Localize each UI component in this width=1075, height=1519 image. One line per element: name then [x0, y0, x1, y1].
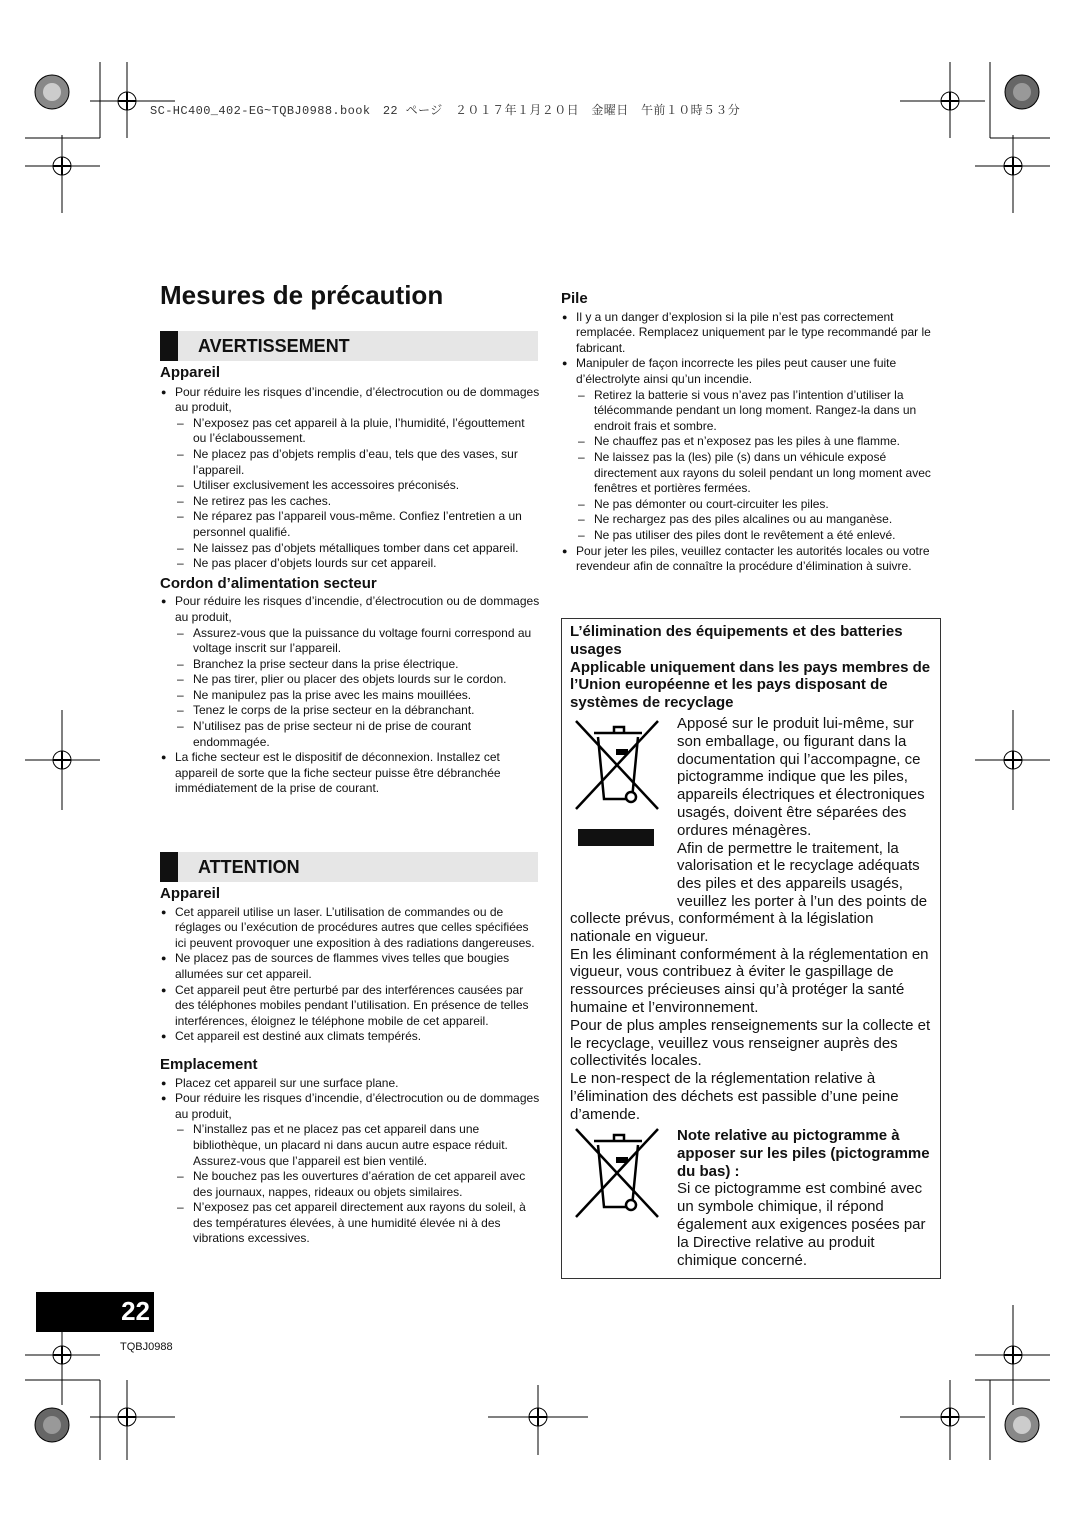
pile-heading: Pile — [561, 290, 588, 307]
emplacement-heading: Emplacement — [160, 1055, 258, 1073]
list-item: – Ne placez pas d’objets remplis d’eau, tels que des vases, sur l’appareil. — [175, 447, 540, 478]
warning-appareil-heading: Appareil — [160, 364, 221, 381]
attention-section — [160, 886, 540, 1247]
pile-section — [561, 291, 941, 575]
list-item: ● Cet appareil utilise un laser. L’utilisation de commandes ou de réglages ou l’exécution de procédures autres que celles spécifiées ici peuvent provoquer une exposition à des radiations dangereuses. — [160, 905, 540, 952]
page-number-tab — [36, 1292, 154, 1332]
battery-bar — [578, 829, 654, 846]
list-item: – Branchez la prise secteur dans la prise électrique. — [175, 657, 540, 673]
disposal-paragraph: collecte prévus, conformément à la législation nationale en vigueur. — [570, 910, 874, 945]
list-item: – Ne manipulez pas la prise avec les mains mouillées. — [175, 688, 540, 704]
list-item: – Ne pas démonter ou court-circuiter les piles. — [576, 497, 941, 513]
page-number: 22 — [121, 1296, 150, 1326]
list-item: ● Il y a un danger d’explosion si la pile n’est pas correctement remplacée. Remplacez uniquement par le type recommandé par le fabricant. — [561, 310, 941, 357]
list-item: ● La fiche secteur est le dispositif de déconnexion. Installez cet appareil de sorte que la fiche secteur puisse être débranchée immédiatement de la prise de courant. — [160, 750, 540, 797]
list-item: – Ne réparez pas l’appareil vous-même. Confiez l’entretien a un personnel qualifié. — [175, 509, 540, 540]
warning-section — [160, 365, 540, 797]
list-item: ● Manipuler de façon incorrecte les piles peut causer une fuite d’électrolyte ainsi qu’un incendie. – Retirez la batterie si vous n’avez pas l’intention d’utiliser la télécommande pendant un long moment. Rangez-la dans un endroit frais et sombre. – Ne chauffez pas et n’exposez pas les piles à une flamme. – Ne laissez pas la (les) pile (s) dans un véhicule exposé directement aux rayons du soleil pendant un long moment avec fenêtres et portières fermées. – Ne pas démonter ou court-circuiter les piles. – Ne rechargez pas des piles alcalines ou au manganèse. – Ne pas utiliser des piles dont le revêtement a été enlevé. — [561, 356, 941, 543]
page-title: Mesures de précaution — [160, 280, 444, 310]
list-item: – Ne chauffez pas et n’exposez pas les piles à une flamme. — [576, 434, 941, 450]
disposal-paragraph: Apposé sur le produit lui-même, sur son emballage, ou figurant dans la documentation qui l’accompagne, ce pictogramme indique que les piles, appareils électriques et électroniques usagés, doivent être séparées des ordures ménagères. — [677, 715, 925, 839]
attention-banner — [160, 852, 538, 882]
list-item: – Tenez le corps de la prise secteur en la débranchant. — [175, 703, 540, 719]
list-item: ● Pour réduire les risques d’incendie, d’électrocution ou de dommages au produit, – N’installez pas et ne placez pas cet appareil dans une bibliothèque, un placard ni dans aucun autre espace réduit. Assurez-vous que l’appareil est bien ventilé. – Ne bouchez pas les ouvertures d’aération de cet appareil avec des journaux, nappes, rideaux ou objets similaires. – N’exposez pas cet appareil directement aux rayons du soleil, à des températures élevées, à une humidité élevée ni à des vibrations excessives. — [160, 1091, 540, 1247]
list-item: – N’exposez pas cet appareil directement aux rayons du soleil, à des températures élevées, à une humidité élevée ni à des vibrations excessives. — [175, 1200, 540, 1247]
disposal-heading: L’élimination des équipements et des batteries usages — [570, 623, 903, 658]
cordon-heading: Cordon d’alimentation secteur — [160, 574, 377, 592]
doc-code: TQBJ0988 — [120, 1341, 173, 1353]
note-heading: Note relative au pictogramme à apposer sur les piles (pictogramme du bas) : — [677, 1127, 930, 1180]
list-item: – N’exposez pas cet appareil à la pluie, l’humidité, l’égouttement ou l’éclaboussement. — [175, 416, 540, 447]
attention-heading: ATTENTION — [198, 857, 300, 877]
list-item: ● Cet appareil est destiné aux climats tempérés. — [160, 1029, 540, 1045]
list-item: ● Pour réduire les risques d’incendie, d’électrocution ou de dommages au produit, – N’exposez pas cet appareil à la pluie, l’humidité, l’égouttement ou l’éclaboussement. – Ne placez pas d’objets remplis d’eau, tels que des vases, sur l’appareil. – Utiliser exclusivement les accessoires préconisés. – Ne retirez pas les caches. – Ne réparez pas l’appareil vous-même. Confiez l’entretien a un personnel qualifié. – Ne laissez pas d’objets métalliques tomber dans cet appareil. – Ne pas placer d’objets lourds sur cet appareil. — [160, 385, 540, 572]
list-item: – Assurez-vous que la puissance du voltage fourni correspond au voltage inscrit sur l’appareil. — [175, 626, 540, 657]
crossed-bin-icon — [572, 1125, 664, 1225]
print-header: SC-HC400_402-EG~TQBJ0988.book 22 ページ ２０１７年１月２０日 金曜日 午前１０時５３分 — [150, 104, 741, 118]
disposal-paragraph: En les éliminant conformément à la réglementation en vigueur, vous contribuez à éviter le gaspillage de ressources précieuses ainsi qu’à protéger la santé humaine et l’environnement. — [570, 945, 929, 1016]
list-item: ● Pour jeter les piles, veuillez contacter les autorités locales ou votre revendeur afin de connaître la procédure d’élimination à suivre. — [561, 544, 941, 575]
list-item: – Ne pas utiliser des piles dont le revêtement a été enlevé. — [576, 528, 941, 544]
warning-banner — [160, 331, 538, 361]
disposal-subheading: Applicable uniquement dans les pays membres de l’Union européenne et les pays disposant de systèmes de recyclage — [570, 658, 931, 712]
list-item: – Utiliser exclusivement les accessoires préconisés. — [175, 478, 540, 494]
disposal-paragraph: Le non-respect de la réglementation relative à l’élimination des déchets est passible d’une peine d’amende. — [570, 1070, 899, 1123]
list-item: – N’installez pas et ne placez pas cet appareil dans une bibliothèque, un placard ni dans aucun autre espace réduit. Assurez-vous que l’appareil est bien ventilé. — [175, 1122, 540, 1169]
list-item: – Ne bouchez pas les ouvertures d’aération de cet appareil avec des journaux, nappes, rideaux ou objets similaires. — [175, 1169, 540, 1200]
disposal-paragraph: Afin de permettre le traitement, la valorisation et le recyclage adéquats des piles et des appareils usagés, veuillez les porter à l’un des points de — [677, 839, 928, 910]
list-item: – Ne laissez pas d’objets métalliques tomber dans cet appareil. — [175, 541, 540, 557]
crossed-bin-icon — [572, 717, 664, 852]
list-item: – Retirez la batterie si vous n’avez pas l’intention d’utiliser la télécommande pendant un long moment. Rangez-la dans un endroit frais et sombre. — [576, 388, 941, 435]
disposal-box — [561, 618, 941, 1279]
list-item: – Ne retirez pas les caches. — [175, 494, 540, 510]
warning-heading: AVERTISSEMENT — [198, 336, 350, 356]
list-item: ● Pour réduire les risques d’incendie, d’électrocution ou de dommages au produit, – Assurez-vous que la puissance du voltage fourni correspond au voltage inscrit sur l’appareil. – Branchez la prise secteur dans la prise électrique. – Ne pas tirer, plier ou placer des objets lourds sur le cordon. – Ne manipulez pas la prise avec les mains mouillées. – Tenez le corps de la prise secteur en la débranchant. – N’utilisez pas de prise secteur ni de prise de courant endommagée. — [160, 594, 540, 750]
list-item: – Ne rechargez pas des piles alcalines ou au manganèse. — [576, 512, 941, 528]
attention-appareil-heading: Appareil — [160, 885, 221, 902]
note-text: Si ce pictogramme est combiné avec un symbole chimique, il répond également aux exigences posées par la Directive relative au produit chimique concerné. — [677, 1180, 926, 1269]
disposal-paragraph: Pour de plus amples renseignements sur la collecte et le recyclage, veuillez vous renseigner auprès des collectivités locales. — [570, 1016, 931, 1070]
list-item: – Ne pas placer d’objets lourds sur cet appareil. — [175, 556, 540, 572]
list-item: ● Placez cet appareil sur une surface plane. — [160, 1076, 540, 1092]
list-item: – Ne pas tirer, plier ou placer des objets lourds sur le cordon. — [175, 672, 540, 688]
list-item: – N’utilisez pas de prise secteur ni de prise de courant endommagée. — [175, 719, 540, 750]
list-item: ● Cet appareil peut être perturbé par des interférences causées par des téléphones mobiles pendant l’utilisation. En présence de telles interférences, éloignez le téléphone mobile de cet appareil. — [160, 983, 540, 1030]
list-item: ● Ne placez pas de sources de flammes vives telles que bougies allumées sur cet appareil. — [160, 951, 540, 982]
list-item: – Ne laissez pas la (les) pile (s) dans un véhicule exposé directement aux rayons du soleil pendant un long moment avec fenêtres et portières fermées. — [576, 450, 941, 497]
